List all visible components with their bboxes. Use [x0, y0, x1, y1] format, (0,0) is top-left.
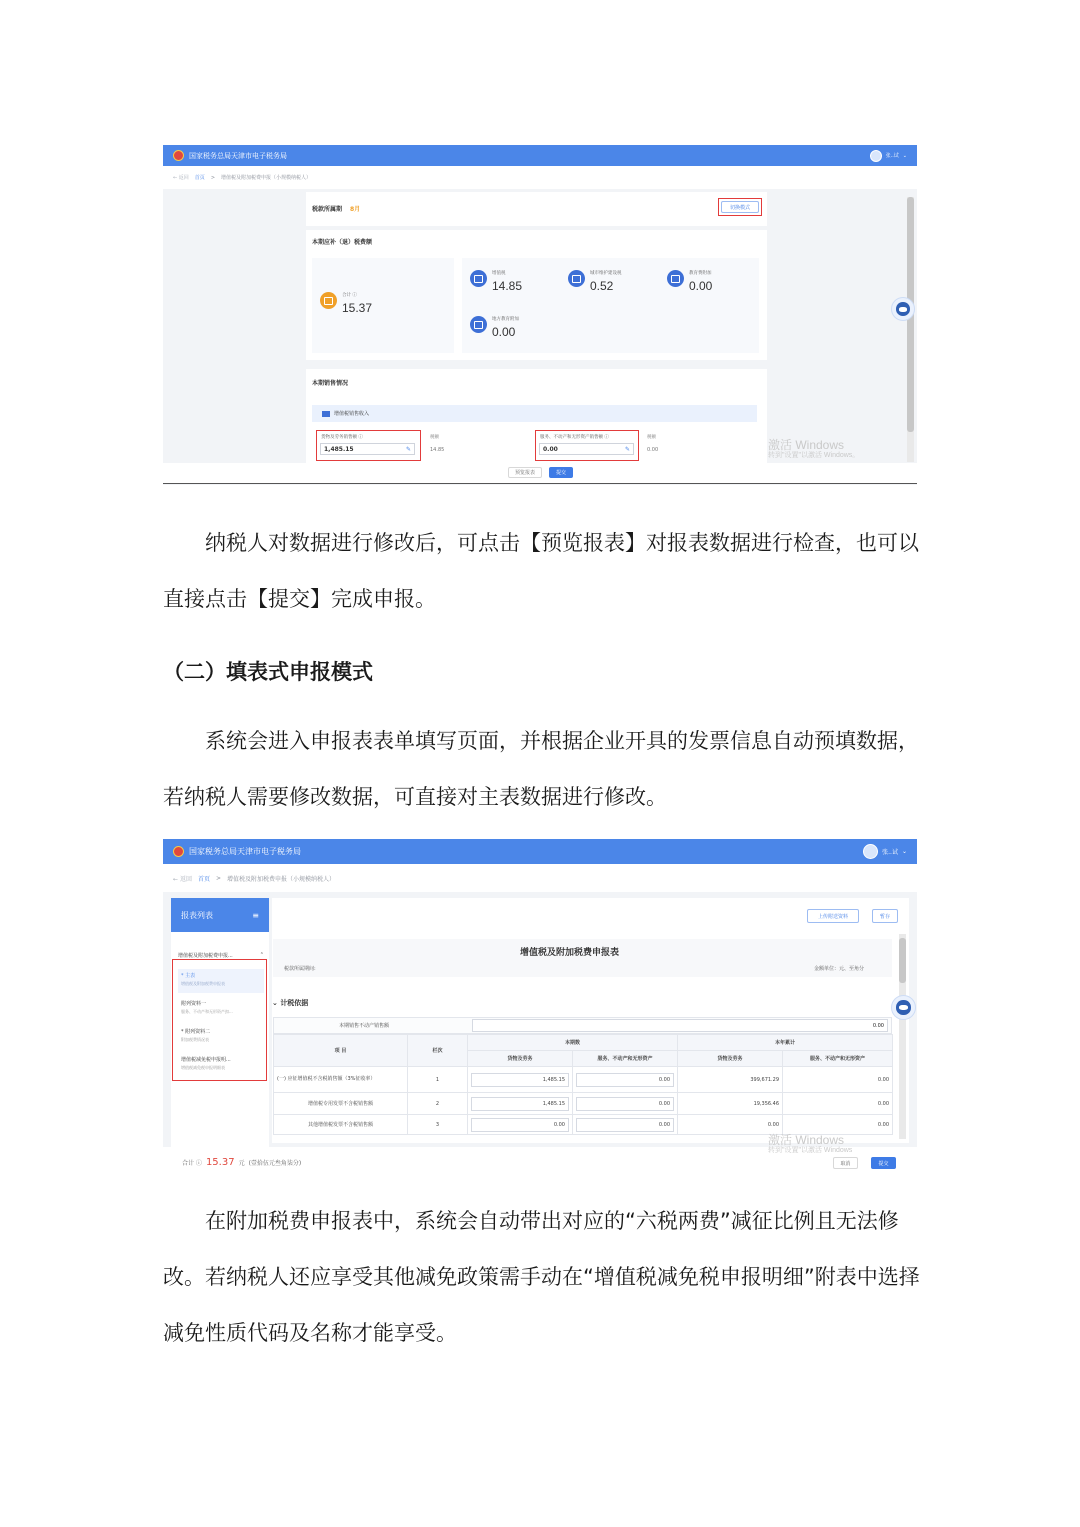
section-heading: （二）填表式申报模式 [163, 660, 373, 684]
metric-edu [667, 270, 712, 293]
footer-total-label: 合计 ⓘ [182, 1160, 202, 1167]
table-row [274, 1115, 893, 1135]
portal-title: 国家税务总局天津市电子税务局 [189, 847, 301, 856]
tax-emblem-icon [173, 846, 184, 857]
row-cell: 399,671.29 [678, 1067, 783, 1093]
sidebar-item-attachment-2-sub: 附加税费情况表 [181, 1037, 209, 1042]
row-cell: 19,356.46 [678, 1093, 783, 1115]
row-cell[interactable]: 0.00 [573, 1067, 678, 1093]
header-ytd: 本年累计 [678, 1035, 893, 1051]
header-goods-ytd: 货物及劳务 [678, 1051, 783, 1067]
footer-total-unit: 元 [238, 1160, 245, 1167]
metric-edu-label: 教育费附加 [689, 271, 712, 276]
form-panel [272, 898, 909, 1143]
tax-emblem-icon [173, 150, 184, 161]
table-row [274, 1093, 893, 1115]
breadcrumb-current: 增值税及附加税费申报（小规模纳税人） [221, 175, 312, 181]
tax-label: 本期应补（退）税费额 [312, 239, 373, 246]
row-item: (一) 应征增值税不含税销售额（3%征收率） [274, 1067, 408, 1093]
header-col: 栏次 [408, 1035, 468, 1067]
breadcrumb [163, 166, 917, 189]
total-metric [320, 292, 372, 315]
header-current: 本期数 [468, 1035, 678, 1051]
assistant-robot-icon[interactable] [891, 995, 916, 1020]
row-cell[interactable]: 0.00 [468, 1115, 573, 1135]
metric-urban-text [590, 270, 622, 293]
tax-card [306, 230, 767, 360]
building-icon [568, 270, 585, 287]
sidebar-group[interactable] [178, 952, 264, 959]
paragraph-1: 纳税人对数据进行修改后，可点击【预览报表】对报表数据进行检查，也可以直接点击【提交】完成申报。 [163, 531, 919, 611]
book-icon [470, 316, 487, 333]
metric-urban-label: 城市维护建设税 [590, 271, 622, 276]
goods-tax-value: 14.85 [430, 447, 445, 453]
header-goods: 货物及劳务 [468, 1051, 573, 1067]
upload-button[interactable]: 上传附送资料 [807, 909, 859, 923]
sales-label: 本期销售情况 [312, 380, 349, 387]
switch-mode-label: 切换模式 [729, 204, 750, 211]
form-title: 增值税及附加税费申报表 [520, 948, 620, 958]
submit-button[interactable]: 提交 [549, 467, 573, 478]
edit-icon: ✎ [624, 445, 630, 453]
submit-button[interactable]: 提交 [871, 1157, 896, 1169]
row-cell: 0.00 [783, 1067, 893, 1093]
row0-value: 0.00 [872, 1022, 884, 1029]
row0-input[interactable] [472, 1019, 888, 1032]
chevron-down-icon: ⌄ [901, 848, 907, 855]
portal-header [163, 839, 917, 864]
row-col: 2 [408, 1093, 468, 1115]
row0 [273, 1017, 892, 1034]
save-draft-button[interactable]: 暂存 [872, 909, 898, 923]
metric-vat-value: 14.85 [492, 279, 523, 293]
breadcrumb-sep: > [210, 174, 216, 181]
breadcrumb [163, 864, 917, 892]
windows-watermark: 激活 Windows 转到"设置"以激活 Windows [768, 1133, 853, 1155]
scrollbar[interactable] [907, 197, 914, 462]
preview-button[interactable]: 预览报表 [508, 467, 542, 478]
sales-sub-label: 增值税销售收入 [334, 411, 370, 417]
metric-edu-text [689, 270, 712, 293]
avatar [863, 844, 878, 859]
portal-brand [173, 150, 287, 161]
service-field-label: 服务、不动产和无形资产销售额 ⓘ [540, 435, 609, 440]
edit-icon: ✎ [405, 445, 411, 453]
row-item: 增值税专用发票不含税销售额 [274, 1093, 408, 1115]
highlight-switch-mode [718, 198, 762, 216]
sidebar-header[interactable] [171, 898, 269, 932]
menu-icon: ≡ [252, 910, 259, 920]
row-item: 其他增值税发票不含税销售额 [274, 1115, 408, 1135]
metric-local-edu-value: 0.00 [492, 325, 516, 339]
total-text [342, 292, 372, 315]
portal-title: 国家税务总局天津市电子税务局 [189, 151, 287, 160]
sidebar-item-attachment-2-title: * 附列资料二 [181, 1029, 211, 1035]
highlight-service-field [535, 430, 639, 461]
sidebar-group-label: 增值税及附加税费申报... [178, 953, 233, 959]
sidebar-title: 报表列表 [181, 910, 213, 920]
breadcrumb-current: 增值税及附加税费申报（小规模纳税人） [227, 875, 336, 883]
metric-local-edu [470, 316, 519, 339]
metric-vat-text [492, 270, 522, 293]
table-row [274, 1067, 893, 1093]
screenshot-2 [163, 839, 917, 1176]
header-service-ytd: 服务、不动产和无形资产 [783, 1051, 893, 1067]
user-name: 张..试 [885, 153, 899, 159]
paragraph-3: 在附加税费申报表中，系统会自动带出对应的“六税两费”减征比例且无法修改。若纳税人还应享受其他减免政策需手动在“增值税减免税申报明细”附表中选择减免性质代码及名称才能享受。 [163, 1209, 920, 1345]
breadcrumb-home[interactable]: 首页 [194, 175, 205, 181]
chevron-down-icon: ⌄ [902, 152, 907, 159]
sidebar-item-reduction-sub: 增值税减免税申报明细表 [181, 1065, 225, 1070]
header-service: 服务、不动产和无形资产 [573, 1051, 678, 1067]
unit-label: 金额单位：元、至角分 [814, 966, 865, 972]
avatar [870, 150, 882, 162]
breadcrumb-home[interactable]: 首页 [197, 875, 210, 883]
service-field-value: 0.00 [543, 445, 558, 453]
row-cell[interactable]: 1,485.15 [468, 1093, 573, 1115]
user-name: 张..试 [882, 849, 898, 856]
back-link[interactable]: ← 返回 [173, 875, 192, 883]
highlight-goods-field [316, 430, 421, 461]
metric-urban-value: 0.52 [590, 279, 614, 293]
sidebar-item-attachment-1-title: 附列资料一 [181, 1001, 207, 1007]
portal-header [163, 145, 917, 166]
total-value: 15.37 [342, 301, 373, 315]
breadcrumb-sep: > [215, 874, 221, 882]
sales-sub-bar [312, 405, 757, 422]
goods-field-label: 货物及劳务销售额 ⓘ [321, 435, 363, 440]
metric-vat [470, 270, 522, 293]
goods-field-value: 1,485.15 [324, 445, 354, 453]
service-tax-value: 0.00 [647, 447, 659, 453]
row-cell: 0.00 [783, 1093, 893, 1115]
sidebar-item-reduction-title: 增值税减免税申报明... [181, 1057, 231, 1063]
footer-total-words: (壹拾伍元叁角柒分) [248, 1160, 302, 1167]
header-item: 项 目 [274, 1035, 408, 1067]
row-cell: 0.00 [678, 1115, 783, 1135]
sidebar-item-main-sub: 增值税及附加税费申报表 [181, 981, 225, 986]
vat-icon [470, 270, 487, 287]
user-menu[interactable] [870, 150, 907, 162]
row-cell[interactable]: 0.00 [573, 1093, 678, 1115]
period-label: 税款所属期间: [284, 966, 316, 972]
footer-total [182, 1157, 301, 1168]
metric-local-edu-text [492, 316, 519, 339]
section-title[interactable]: ⌄ 计税依据 [272, 999, 309, 1007]
goods-tax-label: 税额 [430, 435, 439, 440]
period-label: 税款所属期 [312, 206, 343, 213]
paragraph-2: 系统会进入申报表表单填写页面，并根据企业开具的发票信息自动预填数据，若纳税人需要修改数据，可直接对主表数据进行修改。 [163, 729, 919, 809]
graduation-icon [667, 270, 684, 287]
metric-vat-label: 增值税 [492, 271, 506, 276]
row-cell[interactable]: 0.00 [573, 1115, 678, 1135]
assistant-robot-icon[interactable] [891, 297, 915, 321]
total-label: 合计 ⓘ [342, 293, 357, 298]
row-col: 1 [408, 1067, 468, 1093]
cancel-button[interactable]: 取消 [833, 1157, 858, 1169]
service-tax-label: 税额 [647, 435, 656, 440]
row-cell: 0.00 [783, 1115, 893, 1135]
total-icon [320, 292, 337, 309]
period-card [306, 192, 767, 226]
metric-local-edu-label: 地方教育附加 [492, 317, 519, 322]
highlight-sidebar-list [172, 959, 267, 1081]
bank-icon [322, 411, 330, 417]
row-col: 3 [408, 1115, 468, 1135]
chevron-up-icon: ⌃ [259, 952, 264, 958]
tax-table [273, 1034, 893, 1135]
user-menu[interactable] [863, 844, 907, 859]
metric-edu-value: 0.00 [689, 279, 713, 293]
metric-urban [568, 270, 622, 293]
period-value: 8月 [350, 206, 361, 213]
sidebar-item-attachment-1-sub: 服务、不动产和无形资产扣... [181, 1009, 233, 1014]
windows-watermark: 激活 Windows 转到"设置"以激活 Windows。 [768, 438, 860, 460]
portal-brand [173, 846, 301, 857]
screenshot-1 [163, 145, 917, 485]
row0-label: 本期销售不动产销售额 [339, 1023, 390, 1029]
back-link[interactable]: ← 返回 [173, 175, 189, 181]
scrollbar[interactable] [899, 934, 906, 1139]
row-cell[interactable]: 1,485.15 [468, 1067, 573, 1093]
sidebar-item-main-title: * 主表 [181, 973, 196, 979]
footer-total-value: 15.37 [205, 1157, 235, 1168]
